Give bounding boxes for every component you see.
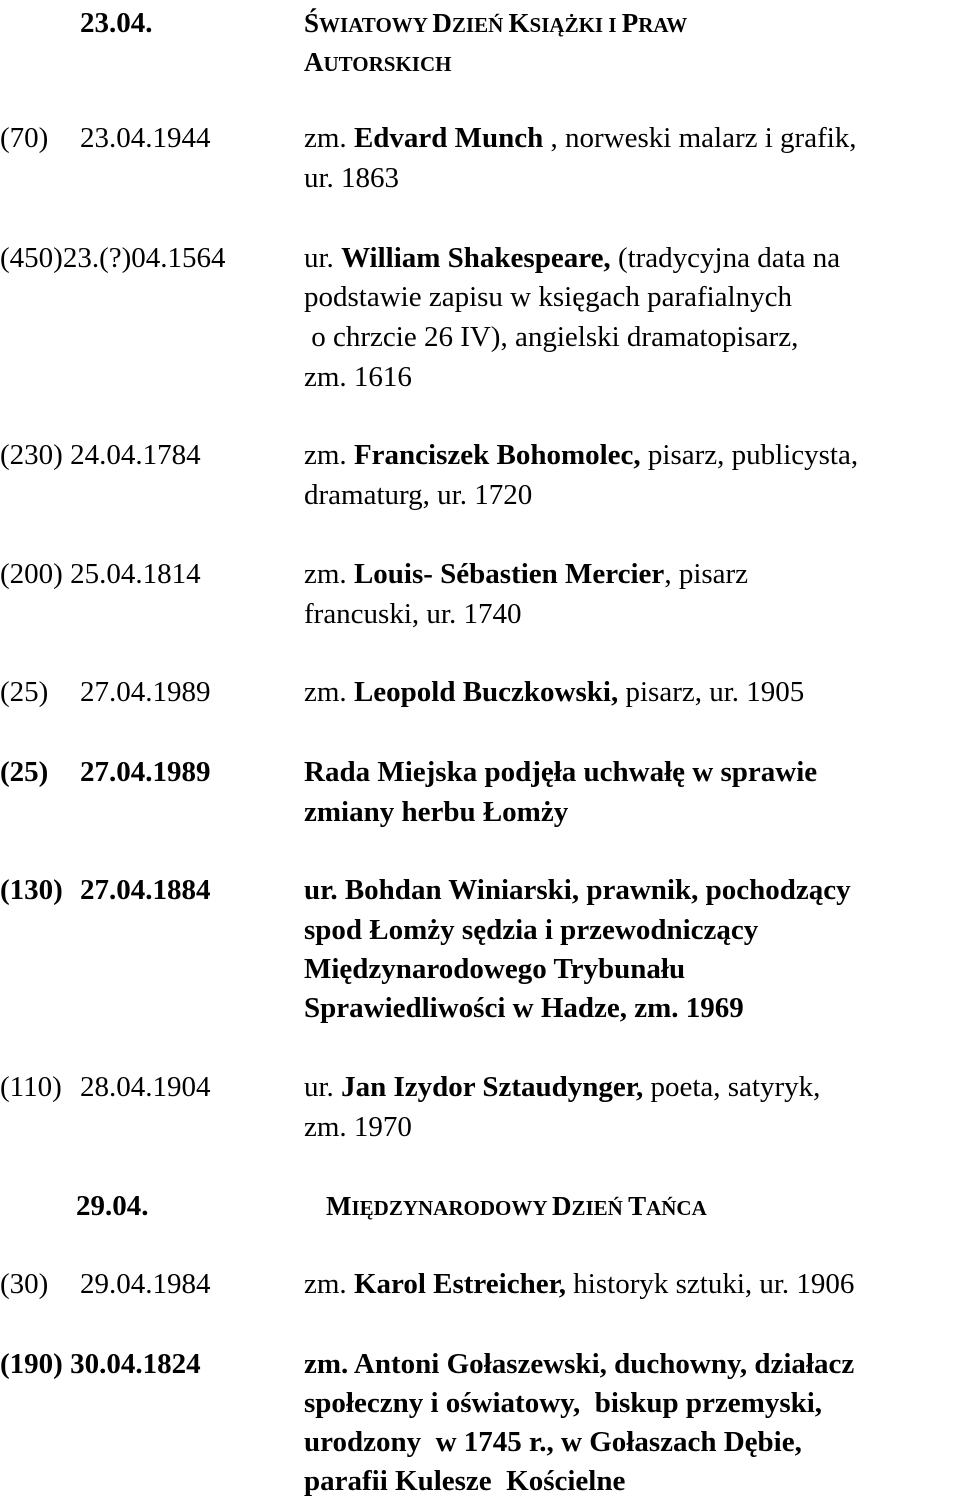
entry-text: ur. Jan Izydor Sztaudynger, poeta, satyryk, (304, 1071, 821, 1103)
person-name: Karol Estreicher, (353, 1268, 567, 1300)
entry-code: (230) 24.04.1784 (0, 439, 201, 471)
entry-text: Sprawiedliwości w Hadze, zm. 1969 (304, 992, 744, 1024)
section-title-continued: AUTORSKICH (304, 47, 452, 77)
entry-text: urodzony w 1745 r., w Gołaszach Dębie, (304, 1426, 802, 1458)
entry-date: 23.04.1944 (80, 122, 211, 154)
section-date: 23.04. (80, 7, 153, 39)
entry-text: Rada Miejska podjęła uchwałę w sprawie (304, 756, 818, 788)
person-name: Louis- Sébastien Mercier (353, 558, 665, 590)
entry-text: ur. 1863 (304, 162, 400, 194)
entry-text: ur. William Shakespeare, (tradycyjna data na (304, 242, 841, 274)
entry-text: zm. 1616 (304, 361, 412, 393)
entry-text: dramaturg, ur. 1720 (304, 479, 533, 511)
entry-text: zm. Louis- Sébastien Mercier, pisarz (304, 558, 749, 590)
entry-text: Międzynarodowego Trybunału (304, 953, 686, 985)
entry-text: parafii Kulesze Kościelne (304, 1465, 626, 1497)
entry-text: zm. Antoni Gołaszewski, duchowny, działacz (304, 1348, 855, 1380)
entry-text: spod Łomży sędzia i przewodniczący (304, 914, 759, 946)
entry-date: 27.04.1884 (80, 874, 211, 906)
section-title: ŚWIATOWY DZIEŃ KSIĄŻKI I PRAW (304, 8, 688, 38)
entry-text: zm. Karol Estreicher, historyk sztuki, ur. 1906 (304, 1268, 855, 1300)
entry-days: (70) (0, 122, 49, 154)
entry-text: zm. Leopold Buczkowski, pisarz, ur. 1905 (304, 676, 805, 708)
entry-code: (200) 25.04.1814 (0, 558, 201, 590)
entry-date: 29.04.1984 (80, 1268, 211, 1300)
entry-text: francuski, ur. 1740 (304, 598, 522, 630)
entry-text: zm. Edvard Munch , norweski malarz i grafik, (304, 122, 857, 154)
entry-code: (190) 30.04.1824 (0, 1348, 201, 1380)
person-name: Jan Izydor Sztaudynger, (341, 1071, 644, 1103)
entry-code: (450)23.(?)04.1564 (0, 242, 226, 274)
entry-days: (130) (0, 874, 63, 906)
person-name: Franciszek Bohomolec, (353, 439, 641, 471)
entry-text: zm. 1970 (304, 1111, 412, 1143)
entry-text: podstawie zapisu w księgach parafialnych (304, 281, 792, 313)
entry-days: (25) (0, 676, 49, 708)
entry-date: 27.04.1989 (80, 756, 211, 788)
entry-text: ur. Bohdan Winiarski, prawnik, pochodzący (304, 874, 851, 906)
person-name: Edvard Munch (353, 122, 544, 154)
entry-date: 27.04.1989 (80, 676, 211, 708)
section-date: 29.04. (76, 1190, 149, 1222)
entry-days: (30) (0, 1268, 49, 1300)
entry-text: o chrzcie 26 IV), angielski dramatopisarz, (304, 321, 799, 353)
entry-date: 28.04.1904 (80, 1071, 211, 1103)
person-name: Leopold Buczkowski, (353, 676, 619, 708)
section-title: MIĘDZYNARODOWY DZIEŃ TAŃCA (326, 1191, 707, 1221)
entry-text: zmiany herbu Łomży (304, 796, 569, 828)
entry-text: społeczny i oświatowy, biskup przemyski, (304, 1387, 823, 1419)
person-name: William Shakespeare, (341, 242, 611, 274)
entry-text: zm. Franciszek Bohomolec, pisarz, publicysta, (304, 439, 859, 471)
entry-days: (25) (0, 756, 49, 788)
entry-days: (110) (0, 1071, 62, 1103)
